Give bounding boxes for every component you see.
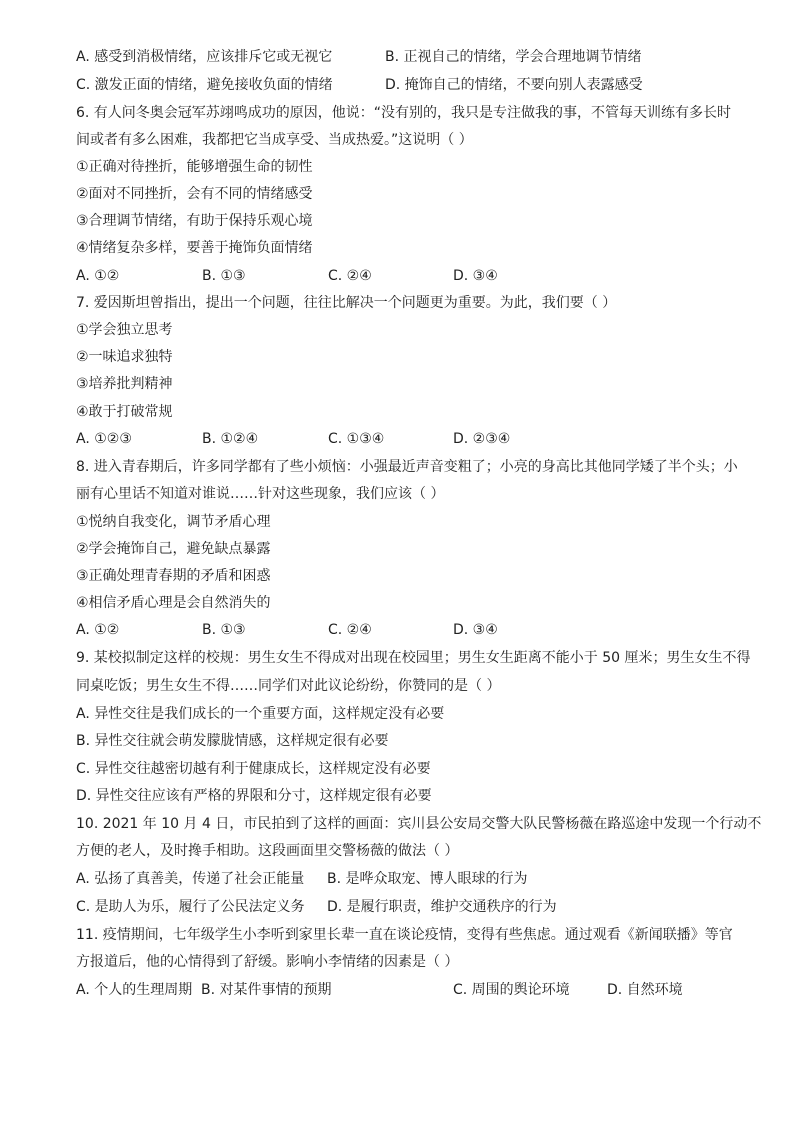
q6-option-d: D. ③④ [453,268,498,284]
q11-stem-line-1: 11. 疫情期间，七年级学生小李听到家里长辈一直在谈论疫情，变得有些焦虑。通过观看《新闻联播》等官 [76,927,733,943]
q11-option-b: B. 对某件事情的预期 [201,982,332,998]
q10-option-d: D. 是履行职责，维护交通秩序的行为 [327,899,557,915]
q10-stem-line-1: 10. 2021 年 10 月 4 日，市民拍到了这样的画面：宾川县公安局交警大队民警杨薇在路巡途中发现一个行动不 [76,816,762,832]
q11-stem-line-2: 方报道后，他的心情得到了舒缓。影响小李情绪的因素是（ ） [76,954,459,970]
q10-option-b: B. 是哗众取宠、博人眼球的行为 [327,871,528,887]
q10-option-a: A. 弘扬了真善美，传递了社会正能量 [76,871,305,887]
q8-stem-line-1: 8. 进入青春期后，许多同学都有了些小烦恼：小强最近声音变粗了；小亮的身高比其他同学矮了半个头；小 [76,459,738,475]
q9-stem-line-2: 同桌吃饭；男生女生不得……同学们对此议论纷纷，你赞同的是（ ） [76,678,501,694]
q8-option-d: D. ③④ [453,622,498,638]
q5-option-c: C. 激发正面的情绪，避免接收负面的情绪 [76,77,333,93]
q7-option-b: B. ①②④ [202,431,259,447]
q8-item-2: ②学会掩饰自己，避免缺点暴露 [76,541,271,557]
q6-item-4: ④情绪复杂多样，要善于掩饰负面情绪 [76,240,313,256]
q7-option-d: D. ②③④ [453,431,511,447]
q7-option-a: A. ①②③ [76,431,132,447]
q6-stem-line-2: 间或者有多么困难，我都把它当成享受、当成热爱。”这说明（ ） [76,132,473,148]
q6-stem-line-1: 6. 有人问冬奥会冠军苏翊鸣成功的原因，他说：“没有别的，我只是专注做我的事，不管每天训练有多长时 [76,105,732,121]
q6-item-2: ②面对不同挫折，会有不同的情绪感受 [76,186,313,202]
q10-stem-line-2: 方便的老人，及时搀手相助。这段画面里交警杨薇的做法（ ） [76,843,459,859]
q8-option-c: C. ②④ [328,622,372,638]
q6-option-c: C. ②④ [328,268,372,284]
q7-item-4: ④敢于打破常规 [76,404,173,420]
q8-item-4: ④相信矛盾心理是会自然消失的 [76,595,271,611]
q7-item-1: ①学会独立思考 [76,322,173,338]
q11-option-c: C. 周围的舆论环境 [453,982,570,998]
q10-option-c: C. 是助人为乐，履行了公民法定义务 [76,899,305,915]
q8-stem-line-2: 丽有心里话不知道对谁说……针对这些现象，我们应该（ ） [76,486,445,502]
q9-option-b: B. 异性交往就会萌发朦胧情感，这样规定很有必要 [76,733,389,749]
q6-option-a: A. ①② [76,268,120,284]
q11-option-a: A. 个人的生理周期 [76,982,193,998]
q5-option-b: B. 正视自己的情绪，学会合理地调节情绪 [385,49,642,65]
q7-option-c: C. ①③④ [328,431,385,447]
q9-option-a: A. 异性交往是我们成长的一个重要方面，这样规定没有必要 [76,706,445,722]
q8-item-1: ①悦纳自我变化，调节矛盾心理 [76,514,271,530]
q6-item-1: ①正确对待挫折，能够增强生命的韧性 [76,159,313,175]
q7-item-2: ②一味追求独特 [76,349,173,365]
q5-option-d: D. 掩饰自己的情绪，不要向别人表露感受 [385,77,643,93]
q7-stem-line-1: 7. 爱因斯坦曾指出，提出一个问题，往往比解决一个问题更为重要。为此，我们要（ ） [76,295,617,311]
q8-option-b: B. ①③ [202,622,246,638]
q11-option-d: D. 自然环境 [607,982,683,998]
q8-item-3: ③正确处理青春期的矛盾和困惑 [76,568,271,584]
q8-option-a: A. ①② [76,622,120,638]
q9-option-c: C. 异性交往越密切越有利于健康成长，这样规定没有必要 [76,761,431,777]
q6-item-3: ③合理调节情绪，有助于保持乐观心境 [76,213,313,229]
q5-option-a: A. 感受到消极情绪，应该排斥它或无视它 [76,49,333,65]
q9-stem-line-1: 9. 某校拟制定这样的校规：男生女生不得成对出现在校园里；男生女生距离不能小于 50 厘米；男生女生不得 [76,650,751,666]
q9-option-d: D. 异性交往应该有严格的界限和分寸，这样规定很有必要 [76,788,432,804]
q7-item-3: ③培养批判精神 [76,376,173,392]
q6-option-b: B. ①③ [202,268,246,284]
